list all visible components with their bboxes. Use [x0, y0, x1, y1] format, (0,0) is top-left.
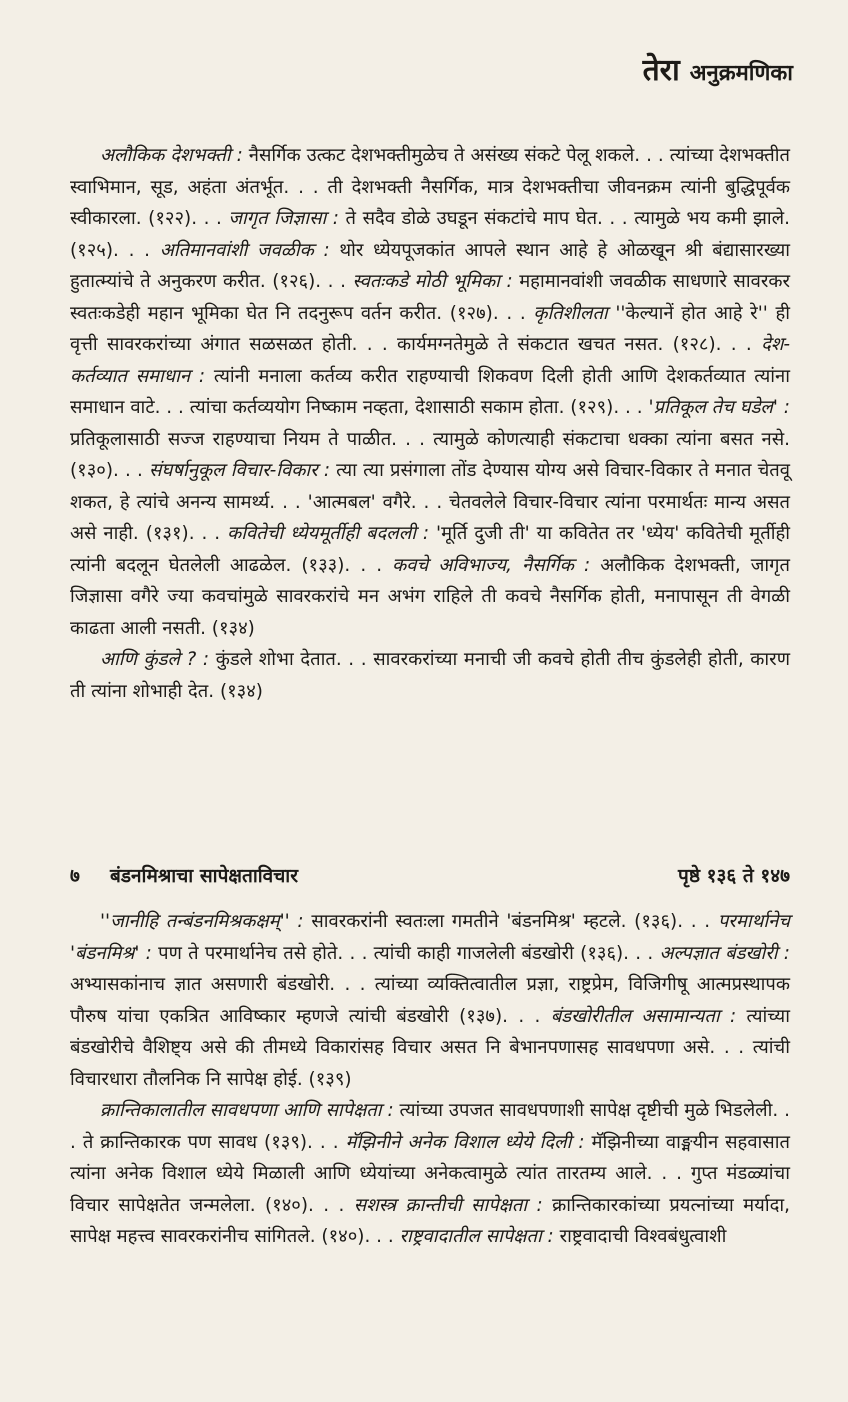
topic-heading: परमार्थानेच 'बंडनमिश्र' : [70, 911, 790, 964]
topic-heading: 'प्रतिकूल तेच घडेल' : [648, 397, 790, 418]
topic-heading: अतिमानवांशी जवळीक : [159, 239, 330, 261]
summary-text: ''केल्यानें होत आहे रे'' ही वृत्ती सावरकरांच्या अंगात सळसळत होती. . . कार्यमग्नतेमुळे ते संकटात खचत नसत. (१२८). . . [70, 302, 790, 355]
summary-text: त्या त्या प्रसंगाला तोंड देण्यास योग्य असे विचार-विकार ते मनात चेतवू शकत, हे त्यांचे अनन्य सामर्थ्य. . . 'आत्मबल' वगैरे. . . चेतवलेले विचार-विचार त्यांना परमार्थतः मान्य असत असे नाही. (१३१). . . [70, 460, 790, 544]
summary-text: अभ्यासकांनाच ज्ञात असणारी बंडखोरी. . . त्यांच्या व्यक्तित्वातील प्रज्ञा, राष्ट्रप्रेम, विजिगीषू आत्मप्रस्थापक पौरुष यांचा एकत्रित आविष्कार म्हणजे त्यांची बंडखोरी (१३७). . . [70, 974, 790, 1027]
chapter-heading [70, 862, 790, 888]
summary-paragraph [70, 644, 790, 707]
topic-heading: अल्पज्ञात बंडखोरी : [659, 942, 790, 964]
topic-heading: बंडखोरीतील असामान्यता : [550, 1005, 737, 1027]
summary-text: सावरकरांनी स्वतःला गमतीने 'बंडनमिश्र' म्हटले. (१३६). . . [303, 911, 718, 932]
summary-text: 'मूर्ति दुजी ती' या कवितेत तर 'ध्येय' कवितेची मूर्तीही त्यांनी बदलून घेतलेली आढळेल. (१३३). . . [70, 523, 790, 576]
summary-text: त्यांनी मनाला कर्तव्य करीत राहण्याची शिकवण दिली होती आणि देशकर्तव्यात त्यांना समाधान वाटे. . . त्यांचा कर्तव्ययोग निष्काम नव्हता, देशासाठी सकाम होता. (१२९). . . [70, 365, 791, 418]
summary-text: कुंडले शोभा देतात. . . सावरकरांच्या मनाची जी कवचे होती तीच कुंडलेही होती, कारण ती त्यांना शोभाही देत. (१३४) [70, 649, 790, 702]
topic-heading: अलौकिक देशभक्ती : [100, 145, 243, 166]
running-title: अनुक्रमणिका [689, 61, 793, 86]
topic-heading: जागृत जिज्ञासा : [228, 208, 340, 229]
topic-heading: क्रान्तिकालातील सावधपणा आणि सापेक्षता : [100, 1100, 394, 1121]
topic-heading: कृतिशीलता [533, 302, 608, 324]
topic-heading: राष्ट्रवादातील सापेक्षता : [399, 1226, 554, 1247]
topic-heading: मॅझिनीने अनेक विशाल ध्येये दिली : [345, 1131, 585, 1153]
contents-section-7-summary [70, 906, 790, 1253]
chapter-number: ७ [70, 865, 80, 887]
summary-text: त्यांच्या बंडखोरीचे वैशिष्ट्य असे की तीमध्ये विकारांसह विचार असत नि बेभानपणासह सावधपणा असे. . . त्यांची विचारधारा तौलनिक नि सापेक्ष होई. (१३९) [70, 1005, 790, 1090]
page-number: तेरा [642, 53, 680, 88]
topic-heading: स्वतःकडे मोठी भूमिका : [352, 271, 513, 292]
contents-section-6-summary [70, 140, 790, 707]
summary-text: प्रतिकूलासाठी सज्ज राहण्याचा नियम ते पाळीत. . . त्यामुळे कोणत्याही संकटाचा धक्का त्यांना बसत नसे. (१३०). . . [70, 428, 790, 481]
summary-paragraph [70, 140, 790, 644]
topic-heading: संघर्षानुकूल विचार-विकार : [149, 460, 331, 481]
summary-paragraph [70, 1095, 790, 1253]
page-header [643, 48, 793, 89]
topic-heading: देश-कर्तव्यात समाधान : [70, 334, 790, 387]
summary-text: मॅझिनीच्या वाङ्मयीन सहवासात त्यांना अनेक विशाल ध्येये मिळाली आणि ध्येयांच्या अनेकत्वामुळे त्यांत तारतम्य आले. . . गुप्त मंडळ्यांचा विचार सापेक्षतेत जन्मलेला. (१४०). . . [70, 1131, 790, 1216]
chapter-title: बंडनमिश्राचा सापेक्षताविचार [110, 865, 298, 887]
summary-text: राष्ट्रवादाची विश्वबंधुत्वाशी [553, 1226, 727, 1247]
summary-text: क्रान्तिकारकांच्या प्रयत्नांच्या मर्यादा, सापेक्ष महत्त्व सावरकरांनीच सांगितले. (१४०). . . [70, 1194, 790, 1247]
topic-heading: कवचे अविभाज्य, नैसर्गिक : [392, 554, 591, 576]
topic-heading: कवितेची ध्येयमूर्तीही बदलली : [227, 523, 430, 544]
topic-heading: ''जानीहि तन्बंडनमिश्रकक्षम्'' : [100, 911, 304, 932]
summary-text: महामानवांशी जवळीक साधणारे सावरकर स्वतःकडेही महान भूमिका घेत नि तदनुरूप वर्तन करीत. (१२७). . . [70, 271, 790, 324]
summary-text: पण ते परमार्थानेच तसे होते. . . त्यांची काही गाजलेली बंडखोरी (१३६). . . [151, 942, 660, 964]
topic-heading: सशस्त्र क्रान्तीची सापेक्षता : [353, 1194, 543, 1216]
summary-text: नैसर्गिक उत्कट देशभक्तीमुळेच ते असंख्य संकटे पेलू शकले. . . त्यांच्या देशभक्तीत स्वाभिमान, सूड, अहंता अंतर्भूत. . . ती देशभक्ती नैसर्गिक, मात्र देशभक्तीचा जीवनक्रम त्यांनी बुद्धिपूर्वक स्वीकारला. (१२२). . . [70, 145, 790, 229]
summary-text: अलौकिक देशभक्ती, जागृत जिज्ञासा वगैरे ज्या कवचांमुळे सावरकरांचे मन अभंग राहिले ती कवचे नैसर्गिक होती, मनापासून ती वेगळी काढता आली नसती. (१३४) [70, 554, 791, 639]
summary-paragraph [70, 906, 790, 1095]
summary-text: थोर ध्येयपूजकांत आपले स्थान आहे हे ओळखून श्री बंद्यासारख्या हुतात्म्यांचे ते अनुकरण करीत. (१२६). . . [70, 239, 791, 292]
summary-text: त्यांच्या उपजत सावधपणाशी सापेक्ष दृष्टीची मुळे भिडलेली. . . ते क्रान्तिकारक पण सावध (१३९). . . [70, 1100, 790, 1153]
summary-text: ते सदैव डोळे उघडून संकटांचे माप घेत. . . त्यामुळे भय कमी झाले. (१२५). . . [70, 208, 790, 261]
chapter-page-range: पृष्ठे १३६ ते १४७ [678, 865, 790, 887]
topic-heading: आणि कुंडले ? : [100, 649, 210, 670]
